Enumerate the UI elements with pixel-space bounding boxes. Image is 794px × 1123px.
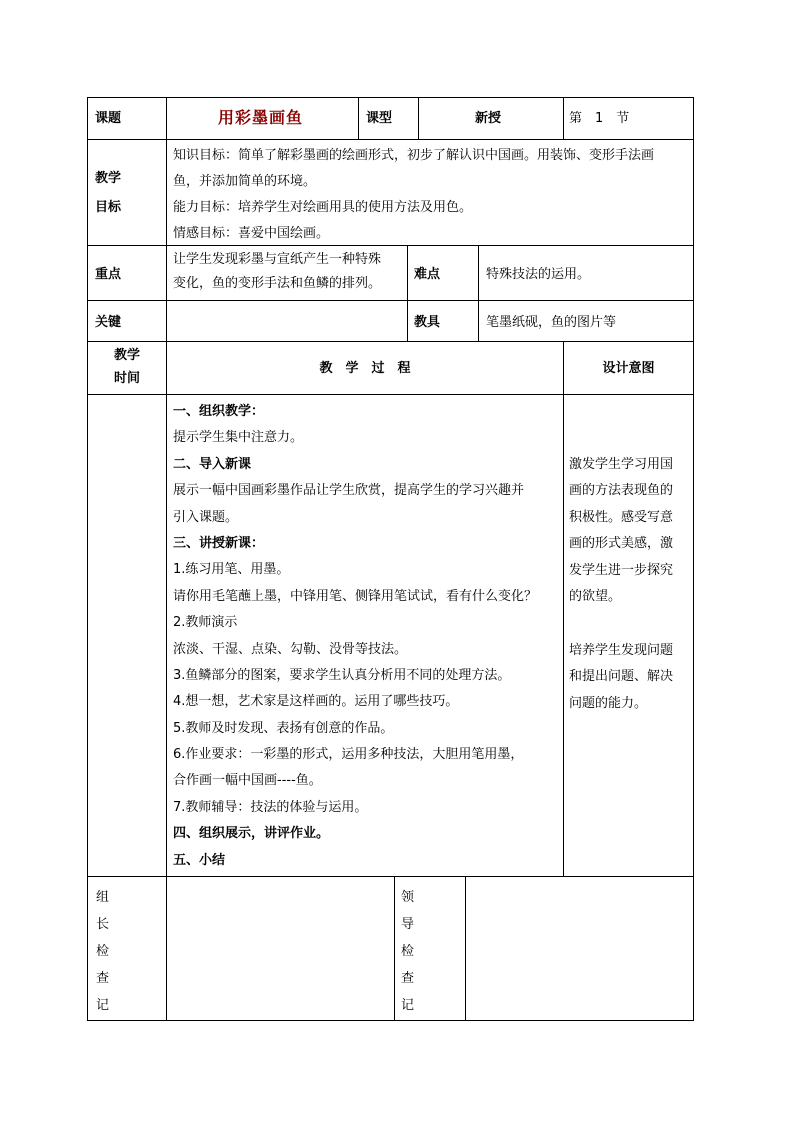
key-points-label: 重点	[95, 267, 122, 282]
leader-check-label	[401, 884, 414, 1019]
process-line: 1.练习用笔、用墨。	[173, 562, 290, 578]
intent-text-2	[569, 638, 673, 717]
grid-line	[166, 97, 167, 1021]
objectives-label-line-2: 目标	[95, 200, 122, 215]
tools-text: 笔墨纸砚，鱼的图片等	[486, 315, 617, 330]
process-line: 7.教师辅导：技法的体验与运用。	[173, 799, 368, 815]
grid-line	[87, 1020, 694, 1021]
lesson-label: 课题	[95, 111, 122, 126]
vertical-char: 记	[96, 998, 110, 1013]
time-label-line: 时间	[113, 371, 140, 386]
group-leader-check-label	[96, 884, 109, 1019]
intent-label: 设计意图	[602, 361, 655, 376]
time-label-line: 教学	[113, 348, 140, 363]
objectives-label-line-1: 教学	[95, 171, 122, 186]
key-point-line: 让学生发现彩墨与宣纸产生一种特殊	[173, 252, 382, 267]
vertical-char: 长	[96, 917, 110, 932]
grid-line	[478, 245, 479, 342]
vertical-char: 检	[96, 944, 110, 959]
intent-line: 和提出问题、解决	[569, 669, 674, 685]
intent-line: 的欲望。	[569, 588, 622, 604]
process-line: 引入课题。	[173, 509, 239, 525]
lesson-title: 用彩墨画鱼	[218, 108, 304, 127]
objective-line: 情感目标：喜爱中国绘画。	[173, 226, 330, 241]
objective-line: 能力目标：培养学生对绘画用具的使用方法及用色。	[173, 200, 473, 215]
process-line: 4.想一想，艺术家是这样画的。运用了哪些技巧。	[173, 694, 459, 710]
process-line: 四、组织展示，讲评作业。	[173, 826, 330, 842]
vertical-char: 查	[96, 971, 110, 986]
grid-line	[407, 245, 408, 342]
vertical-char: 检	[401, 944, 415, 959]
objectives-text	[173, 143, 654, 247]
grid-line	[394, 876, 395, 1021]
grid-line	[87, 139, 694, 140]
tools-label: 教具	[414, 315, 441, 330]
session-text: 第 1 节	[569, 111, 630, 126]
process-line: 3.鱼鳞部分的图案，要求学生认真分析用不同的处理方法。	[173, 667, 511, 683]
grid-line	[358, 97, 359, 140]
objective-line: 鱼，并添加简单的环境。	[173, 174, 317, 189]
intent-line: 培养学生发现问题	[569, 643, 674, 658]
process-line: 提示学生集中注意力。	[173, 430, 304, 446]
process-line: 5.教师及时发现、表扬有创意的作品。	[173, 720, 394, 736]
vertical-char: 记	[401, 998, 415, 1013]
intent-line: 积极性。感受写意	[569, 509, 674, 525]
intent-line: 发学生进一步探究	[569, 562, 674, 578]
grid-line	[465, 876, 466, 1021]
grid-line	[563, 341, 564, 877]
time-label	[88, 344, 166, 390]
process-line: 三、讲授新课：	[173, 535, 265, 551]
process-line: 浓淡、干湿、点染、勾勒、没骨等技法。	[173, 641, 408, 657]
key-points-text	[173, 248, 381, 296]
key-point-line: 变化，鱼的变形手法和鱼鳞的排列。	[173, 276, 382, 291]
vertical-char: 组	[96, 890, 110, 905]
process-line: 展示一幅中国画彩墨作品让学生欣赏，提高学生的学习兴趣并	[173, 483, 525, 499]
grid-line	[693, 97, 694, 1021]
type-label: 课型	[366, 111, 393, 126]
process-line: 一、组织教学：	[173, 404, 265, 419]
intent-line: 问题的能力。	[569, 695, 648, 711]
process-line: 二、导入新课	[173, 456, 252, 472]
key-label: 关键	[95, 315, 122, 330]
intent-text-1	[569, 452, 673, 610]
difficulty-text: 特殊技法的运用。	[486, 267, 591, 282]
grid-line	[87, 341, 694, 342]
process-line: 合作画一幅中国画----鱼。	[173, 773, 322, 789]
grid-line	[418, 97, 419, 140]
vertical-char: 查	[401, 971, 415, 986]
process-line: 6.作业要求：一彩墨的形式，运用多种技法，大胆用笔用墨，	[173, 747, 524, 763]
process-label: 教 学 过 程	[319, 361, 411, 376]
process-line: 五、小结	[173, 852, 226, 868]
vertical-char: 领	[401, 890, 415, 905]
grid-line	[87, 97, 88, 1021]
difficulty-label: 难点	[414, 267, 441, 282]
process-line: 请你用毛笔蘸上墨，中锋用笔、侧锋用笔试试，看有什么变化？	[173, 588, 538, 604]
type-value: 新授	[475, 111, 502, 126]
vertical-char: 导	[401, 917, 415, 932]
grid-line	[87, 300, 694, 301]
intent-line: 激发学生学习用国	[569, 457, 674, 472]
intent-line: 画的形式美感，激	[569, 536, 674, 552]
process-line: 2.教师演示	[173, 615, 238, 631]
grid-line	[87, 876, 694, 877]
process-steps	[173, 399, 537, 874]
grid-line	[87, 394, 694, 395]
grid-line	[563, 97, 564, 140]
grid-line	[87, 97, 694, 98]
objective-line: 知识目标：简单了解彩墨画的绘画形式，初步了解认识中国画。用装饰、变形手法画	[173, 148, 655, 163]
intent-line: 画的方法表现鱼的	[569, 483, 674, 499]
